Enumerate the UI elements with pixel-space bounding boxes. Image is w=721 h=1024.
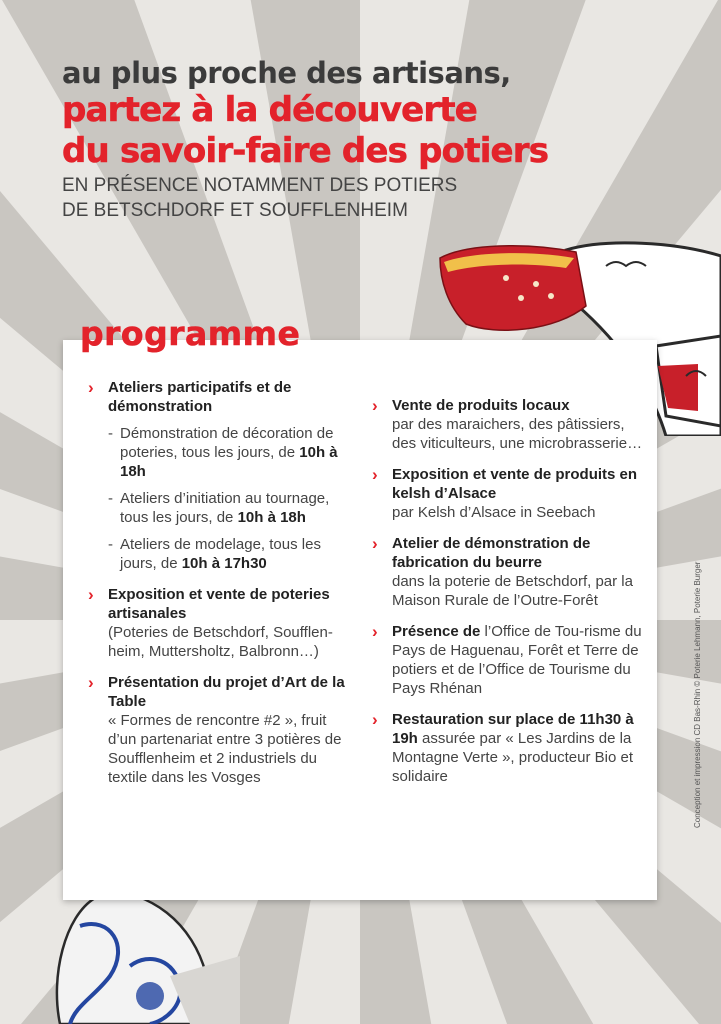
dash-icon: - (108, 490, 113, 507)
headline-line-2: partez à la découverte (62, 90, 478, 130)
item-title: Vente de produits locaux (392, 397, 570, 414)
sub-item-text: Démonstration de décoration de poteries, (120, 425, 334, 461)
programme-item (372, 622, 644, 698)
item-description: « Formes de rencontre #2 », fruit d’un partenariat entre 3 potières de Soufflenheim et 2 industriels du textile dans les Vosges (108, 712, 342, 786)
chevron-right-icon: › (372, 396, 378, 415)
item-description: par Kelsh d’Alsace in Seebach (392, 504, 596, 521)
chevron-right-icon: › (88, 585, 94, 604)
sub-item-text: tous les jours, de (120, 536, 321, 572)
programme-item (372, 465, 644, 522)
item-description: (Poteries de Betschdorf, Soufflen-heim, Muttersholtz, Balbronn…) (108, 624, 333, 660)
item-title: Restauration sur place de 11h30 à 19h (392, 711, 634, 747)
item-title: Atelier de démonstration de fabrication du beurre (392, 535, 591, 571)
programme-item (88, 585, 350, 661)
chevron-right-icon: › (88, 673, 94, 692)
item-description: assurée par « Les Jardins de la Montagne Verte », producteur Bio et solidaire (392, 730, 633, 785)
header (62, 56, 702, 222)
dash-icon: - (108, 536, 113, 553)
sub-item-hours: 10h à 18h (120, 444, 338, 480)
item-title: Exposition et vente de poteries artisanales (108, 586, 330, 622)
item-description: dans la poterie de Betschdorf, par la Maison Rurale de l’Outre-Forêt (392, 573, 633, 609)
sub-item-text: Ateliers de modelage, (120, 536, 266, 553)
item-title: Présence de (392, 623, 481, 640)
item-title: Ateliers participatifs et de démonstration (108, 379, 292, 415)
dash-icon: - (108, 425, 113, 442)
sub-item-hours: 10h à 17h30 (181, 555, 267, 572)
sub-item (108, 424, 350, 481)
sub-item (108, 489, 350, 527)
programme-item (88, 378, 350, 573)
sub-item-text: Ateliers d’initiation au tournage, (120, 490, 330, 507)
headline-line-3: du savoir-faire des potiers (62, 131, 549, 171)
sub-item (108, 535, 350, 573)
programme-title: programme (80, 314, 301, 353)
programme-right-column (372, 396, 644, 798)
credit-text: Conception et impression CD Bas-Rhin © Poterie Lehmann, Poterie Burger (693, 561, 702, 828)
item-description: par des maraichers, des pâtissiers, des viticulteurs, une microbrasserie… (392, 416, 643, 452)
programme-left-column (88, 378, 350, 799)
sub-item-text: tous les jours, de (177, 444, 300, 461)
sub-item-hours: 10h à 18h (237, 509, 306, 526)
programme-item (372, 534, 644, 610)
item-title: Exposition et vente de produits en kelsh d’Alsace (392, 466, 638, 502)
chevron-right-icon: › (372, 534, 378, 553)
programme-item (372, 396, 644, 453)
subheadline-line-2: DE BETSCHDORF ET SOUFFLENHEIM (62, 200, 408, 221)
chevron-right-icon: › (372, 710, 378, 729)
programme-item (88, 673, 350, 787)
item-title: Présentation du projet d’Art de la Table (108, 674, 345, 710)
chevron-right-icon: › (372, 465, 378, 484)
subheadline-line-1: EN PRÉSENCE NOTAMMENT DES POTIERS (62, 175, 458, 196)
chevron-right-icon: › (88, 378, 94, 397)
chevron-right-icon: › (372, 622, 378, 641)
sub-item-text: tous les jours, de (120, 509, 238, 526)
programme-item (372, 710, 644, 786)
headline-line-1: au plus proche des artisans, (62, 56, 511, 90)
item-description: l’Office de Tou-risme du Pays de Haguenau, Forêt et Terre de potiers et de l’Office de Tourisme du Pays Rhénan (392, 623, 642, 697)
